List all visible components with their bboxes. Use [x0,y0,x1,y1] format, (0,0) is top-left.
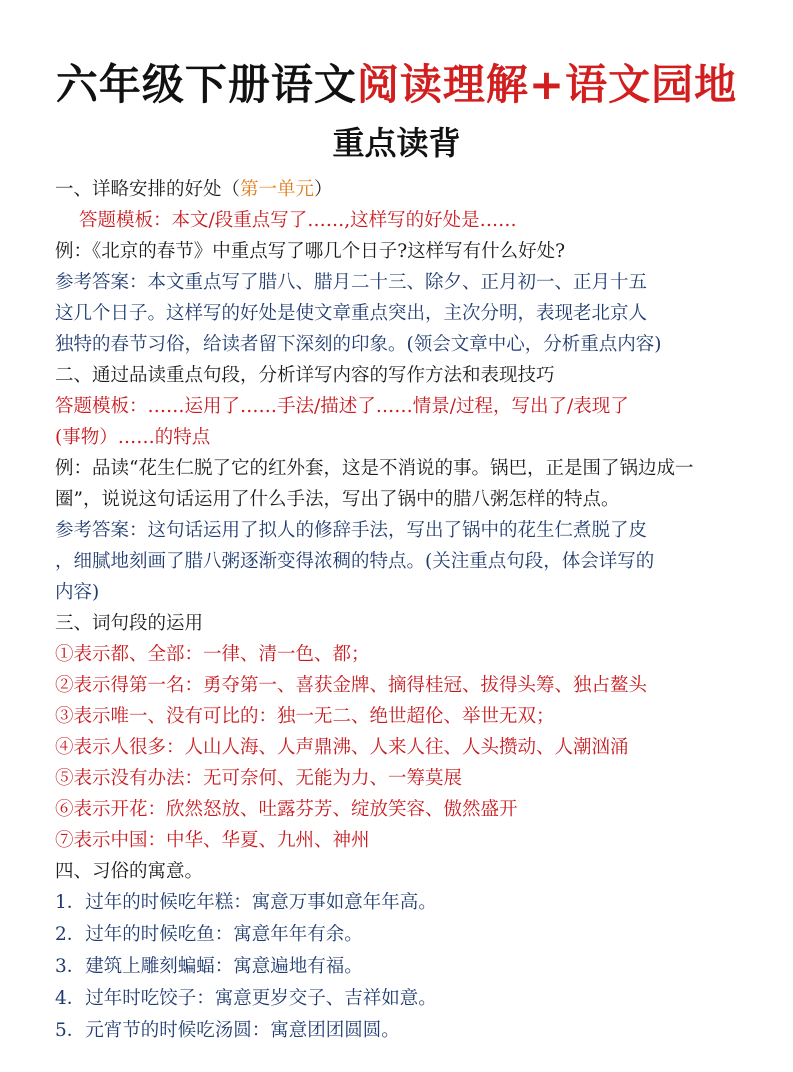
section3-item: ②表示得第一名：勇夺第一、喜获金牌、摘得桂冠、拔得头筹、独占鳌头 [55,675,648,696]
document-body [55,174,765,1047]
section1-answer-line: 这几个日子。这样写的好处是使文章重点突出，主次分明，表现老北京人 [55,303,648,324]
title-black-part: 六年级下册语文 [55,60,357,109]
section1-template: 答题模板：本文/段重点写了……,这样写的好处是…… [79,210,517,231]
section4-item: 5．元宵节的时候吃汤圆：寓意团团圆圆。 [55,1020,400,1041]
section3-item: ⑥表示开花：欣然怒放、吐露芬芳、绽放笑容、傲然盛开 [55,799,518,820]
section3-item: ⑦表示中国：中华、华夏、九州、神州 [55,830,370,851]
section1-answer-line: 独特的春节习俗，给读者留下深刻的印象。(领会文章中心，分析重点内容) [55,334,662,355]
section1-answer-line: 参考答案：本文重点写了腊八、腊月二十三、除夕、正月初一、正月十五 [55,272,648,293]
section4-item: 1．过年的时候吃年糕：寓意万事如意年年高。 [55,892,437,913]
section3-item: ⑤表示没有办法：无可奈何、无能为力、一筹莫展 [55,768,463,789]
section3-item: ③表示唯一、没有可比的：独一无二、绝世超伦、举世无双； [55,706,555,727]
section2-answer-line: 参考答案：这句话运用了拟人的修辞手法，写出了锅中的花生仁煮脱了皮 [55,520,648,541]
section2-example-line: 圈”，说说这句话运用了什么手法，写出了锅中的腊八粥怎样的特点。 [55,489,620,510]
page-subtitle: 重点读背 [332,124,461,162]
section2-heading: 二、通过品读重点句段，分析详写内容的写作方法和表现技巧 [55,365,555,386]
section2-template-line: (事物）……的特点 [55,427,211,448]
title-red-part: 阅读理解+语文园地 [356,60,738,109]
section1-unit-label: 第一单元 [240,179,315,200]
section4-item: 3．建筑上雕刻蝙蝠：寓意遍地有福。 [55,956,363,977]
section3-item: ①表示都、全部：一律、清一色、都； [55,644,370,665]
section4-item: 4．过年时吃饺子：寓意更岁交子、吉祥如意。 [55,988,437,1009]
section4-item: 2．过年的时候吃鱼：寓意年年有余。 [55,924,363,945]
section1-heading-end: ） [314,179,333,200]
section1-heading-text: 一、详略安排的好处（ [55,179,241,200]
section3-item: ④表示人很多：人山人海、人声鼎沸、人来人往、人头攒动、人潮汹涌 [55,737,629,758]
page-title [0,52,793,112]
section4-list [55,887,765,1047]
section3-heading: 三、词句段的运用 [55,613,204,634]
section1-example: 例：《北京的春节》中重点写了哪几个日子?这样写有什么好处? [55,241,566,262]
section1-heading [55,174,765,205]
section2-answer-line: ，细腻地刻画了腊八粥逐渐变得浓稠的特点。(关注重点句段，体会详写的 [55,551,655,572]
section2-template-line: 答题模板：……运用了……手法/描述了……情景/过程，写出了/表现了 [55,396,629,417]
section2-answer-line: 内容) [55,582,100,603]
section4-heading: 四、习俗的寓意。 [55,861,204,882]
section2-example-line: 例：品读“花生仁脱了它的红外套，这是不消说的事。锅巴，正是围了锅边成一 [55,458,694,479]
